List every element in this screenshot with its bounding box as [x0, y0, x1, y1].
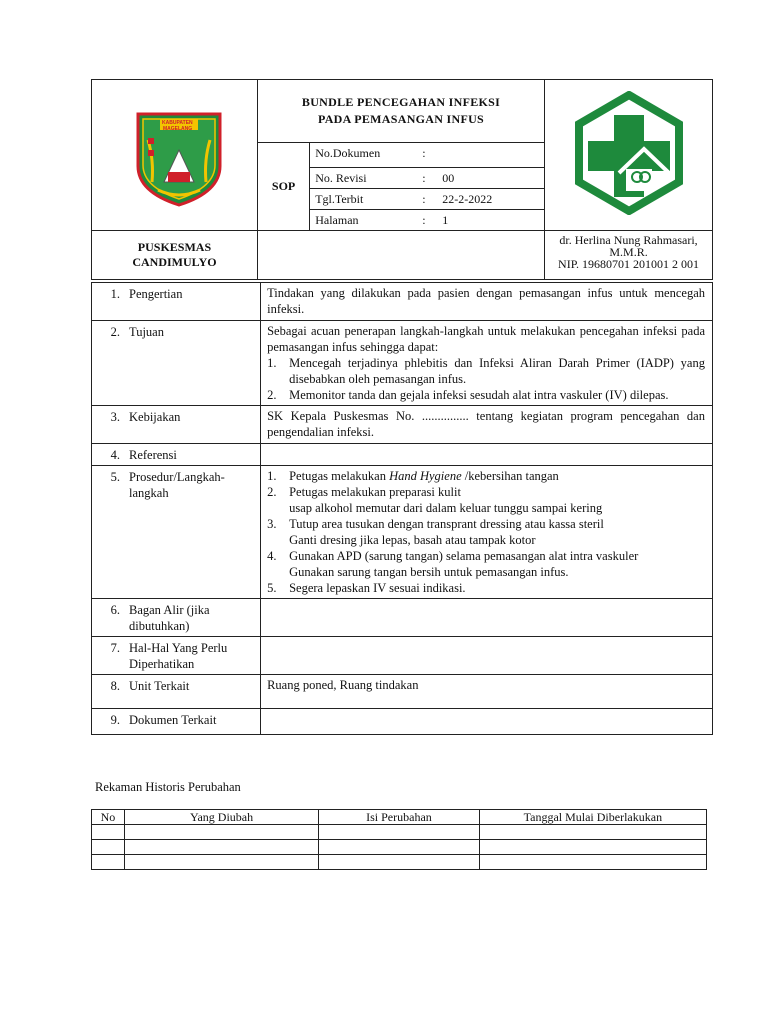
- list-item: 2. Memonitor tanda dan gejala infeksi sesudah alat intra vaskuler (IV) dilepas.: [267, 388, 669, 402]
- blank-cell: [257, 231, 544, 280]
- row-bagan-alir: 6. Bagan Alir (jika dibutuhkan): [92, 599, 713, 637]
- table-row: [92, 840, 707, 855]
- puskesmas-logo-icon: [567, 91, 691, 215]
- regency-logo-cell: [92, 80, 258, 231]
- row-prosedur: 5. Prosedur/Langkah-langkah 1. Petugas melakukan Hand Hygiene /kebersihan tangan 2. Petugas melakukan preparasi kulit usap alkohol memutar dari dalam keluar tunggu sampai kering 3. Tutup area tusukan dengan transprant dressing atau kassa steril Ganti dresing jika lepas, basah atau tampak kotor 4. Gunakan APD (sarung tangan) selama pemasangan alat intra vaskuler Gunakan sarung tangan bersih untuk pemasangan infus. 5. Segera lepaskan IV sesuai indikasi.: [92, 466, 713, 599]
- row-kebijakan: 3. Kebijakan SK Kepala Puskesmas No. ............... tentang kegiatan program pencegahan dan pengendalian infeksi.: [92, 406, 713, 444]
- history-table: [91, 809, 707, 870]
- meta-no-dokumen: No.Dokumen :: [310, 143, 545, 168]
- signature-block: [545, 231, 713, 280]
- row-unit-terkait: 8. Unit Terkait Ruang poned, Ruang tindakan: [92, 675, 713, 709]
- row-pengertian: 1. Pengertian Tindakan yang dilakukan pada pasien dengan pemasangan infus untuk mencegah infeksi.: [92, 283, 713, 321]
- sop-content-table: [91, 282, 713, 735]
- document-title: [257, 80, 544, 143]
- row-dokumen-terkait: 9. Dokumen Terkait: [92, 709, 713, 735]
- row-hal-perlu-diperhatikan: 7. Hal-Hal Yang Perlu Diperhatikan: [92, 637, 713, 675]
- meta-no-revisi: No. Revisi : 00: [310, 168, 545, 189]
- history-title: Rekaman Historis Perubahan: [95, 780, 241, 794]
- meta-tgl-terbit: Tgl.Terbit : 22-2-2022: [310, 189, 545, 210]
- title-line-1: BUNDLE PENCEGAHAN INFEKSI: [301, 95, 501, 109]
- table-row: [92, 855, 707, 870]
- list-item: 1. Mencegah terjadinya phlebitis dan Infeksi Aliran Darah Primer (IADP) yang disebabkan oleh pemasangan infus.: [267, 356, 705, 386]
- table-row: [92, 825, 707, 840]
- title-line-2: PADA PEMASANGAN INFUS: [317, 112, 485, 126]
- list-item: 4. Gunakan APD (sarung tangan) selama pemasangan alat intra vaskuler: [267, 549, 639, 563]
- emblem-text-kabupaten: KABUPATEN: [162, 120, 193, 126]
- meta-halaman: Halaman : 1: [310, 210, 545, 231]
- sop-header-table: [91, 79, 713, 280]
- row-tujuan: 2. Tujuan Sebagai acuan penerapan langkah-langkah untuk melakukan pencegahan infeksi pada pemasangan infus sehingga dapat: 1. Mencegah terjadinya phlebitis dan Infeksi Aliran Darah Primer (IADP) yang disebabkan oleh pemasangan infus. 2. Memonitor tanda dan gejala infeksi sesudah alat intra vaskuler (IV) dilepas.: [92, 321, 713, 406]
- sop-label: SOP: [257, 143, 309, 231]
- signer-nip: NIP. 19680701 201001 2 001: [558, 257, 700, 271]
- puskesmas-logo-cell: [545, 80, 713, 231]
- history-header-row: No Yang Diubah Isi Perubahan Tanggal Mulai Diberlakukan: [92, 810, 707, 825]
- row-referensi: 4. Referensi: [92, 444, 713, 466]
- list-item: 3. Tutup area tusukan dengan transprant dressing atau kassa steril: [267, 517, 604, 531]
- emblem-text-magelang: MAGELANG: [163, 126, 193, 132]
- organization-name: PUSKESMAS CANDIMULYO: [92, 231, 258, 280]
- signer-name: dr. Herlina Nung Rahmasari,: [559, 233, 698, 247]
- list-item: 5. Segera lepaskan IV sesuai indikasi.: [267, 581, 466, 595]
- list-item: 1. Petugas melakukan Hand Hygiene /kebersihan tangan: [267, 469, 559, 483]
- list-item: 2. Petugas melakukan preparasi kulit: [267, 485, 461, 499]
- signer-degree: M.M.R.: [609, 245, 648, 259]
